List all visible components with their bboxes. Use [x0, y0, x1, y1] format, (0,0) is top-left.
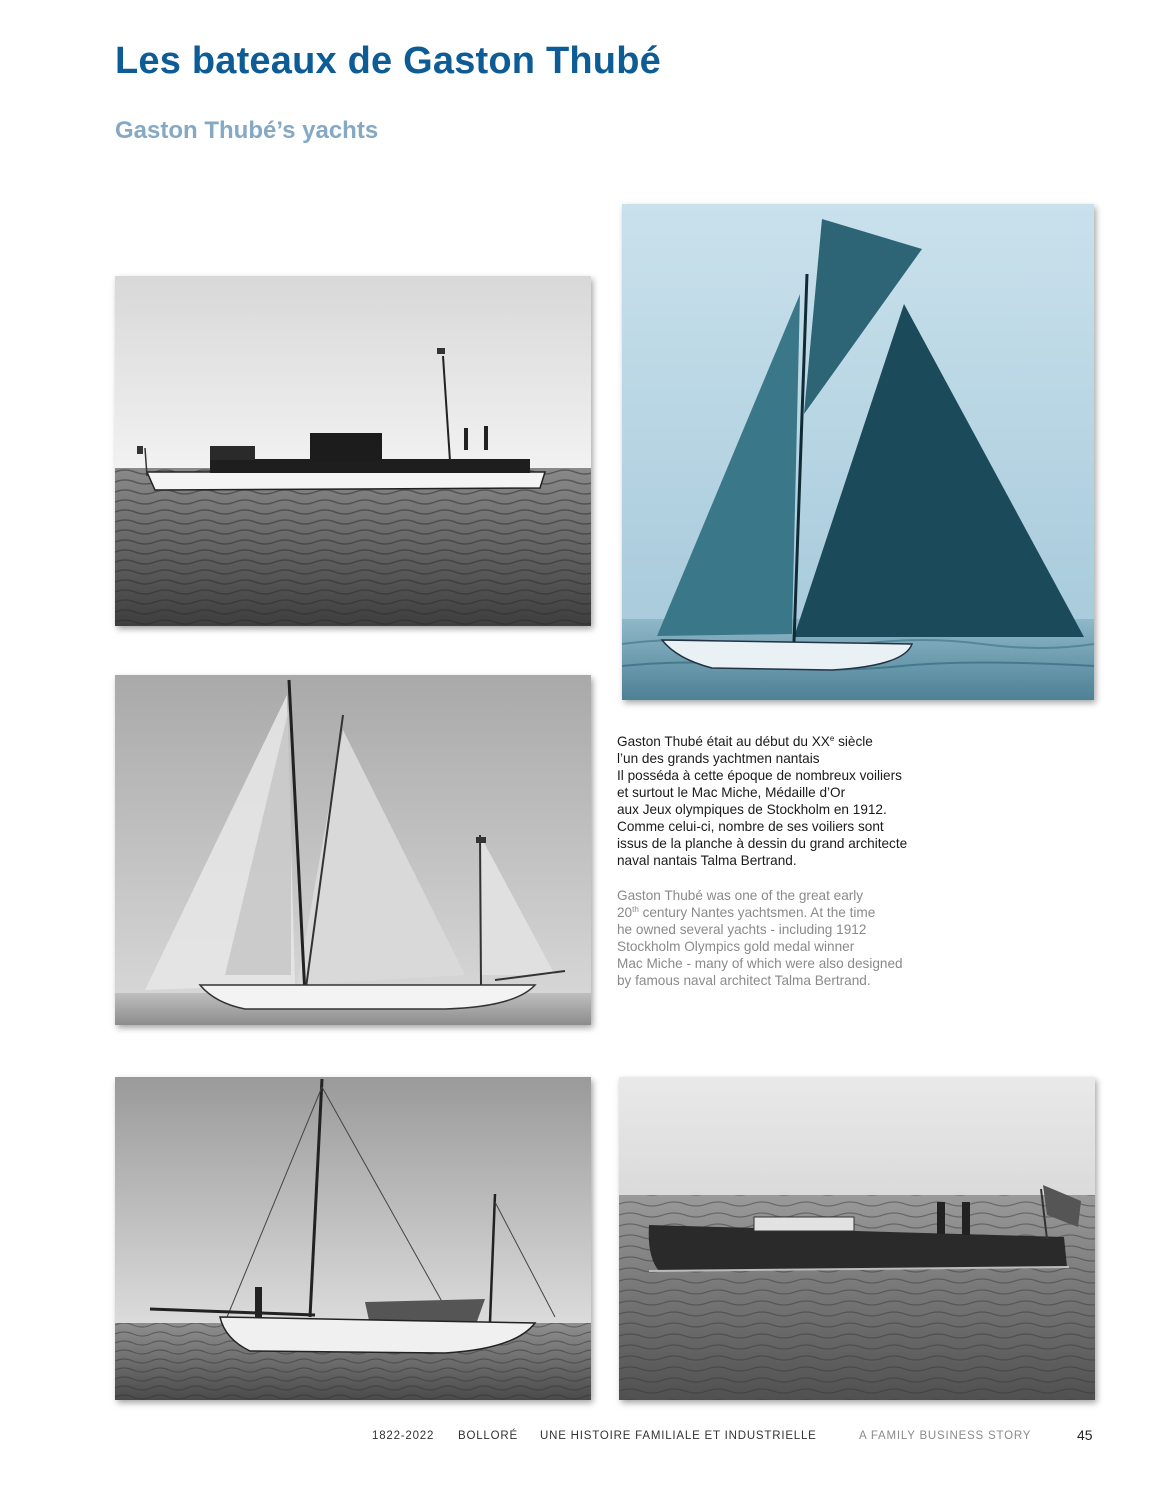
caption-fr-line: naval nantais Talma Bertrand. [617, 853, 797, 868]
caption-fr-line: et surtout le Mac Miche, Médaille d’Or [617, 785, 846, 800]
schooner-photo [115, 675, 591, 1025]
blue-sailing-cutter-photo [622, 204, 1094, 700]
caption-fr-text: siècle [834, 734, 873, 749]
page-number: 45 [1077, 1427, 1093, 1443]
caption-english [617, 887, 977, 989]
caption-en-text: 20 [617, 905, 633, 920]
caption-fr-text: Gaston Thubé était au début du XX [617, 734, 830, 749]
caption-en-line [617, 904, 977, 921]
caption-french [617, 733, 977, 869]
ketch-photo [115, 1077, 591, 1400]
caption-fr-line: aux Jeux olympiques de Stockholm en 1912. [617, 802, 887, 817]
page-footer [372, 1427, 1094, 1446]
caption-en-line: by famous naval architect Talma Bertrand. [617, 973, 871, 988]
footer-french-tagline: UNE HISTOIRE FAMILIALE ET INDUSTRIELLE [540, 1430, 817, 1442]
caption-en-line: Mac Miche - many of which were also designed [617, 956, 903, 971]
caption-fr-line: Il posséda à cette époque de nombreux voiliers [617, 768, 902, 783]
page-title: Les bateaux de Gaston Thubé [115, 40, 661, 82]
caption-fr-line [617, 733, 977, 750]
superscript-th: th [632, 905, 639, 914]
caption-fr-line: issus de la planche à dessin du grand architecte [617, 836, 908, 851]
motor-launch-photo [619, 1077, 1095, 1400]
superscript-e: e [829, 734, 835, 743]
footer-years: 1822-2022 [372, 1430, 435, 1442]
page-subtitle: Gaston Thubé’s yachts [115, 117, 379, 144]
footer-brand: BOLLORÉ [458, 1430, 518, 1442]
caption-en-line: Gaston Thubé was one of the great early [617, 888, 864, 903]
caption-fr-line: Comme celui-ci, nombre de ses voiliers sont [617, 819, 884, 834]
footer-english-tagline: A FAMILY BUSINESS STORY [859, 1430, 1032, 1442]
caption-en-line: he owned several yachts - including 1912 [617, 922, 867, 937]
caption-fr-line: l’un des grands yachtmen nantais [617, 751, 820, 766]
motor-yacht-photo [115, 276, 591, 626]
caption-en-text: century Nantes yachtsmen. At the time [638, 905, 876, 920]
caption-en-line: Stockholm Olympics gold medal winner [617, 939, 855, 954]
